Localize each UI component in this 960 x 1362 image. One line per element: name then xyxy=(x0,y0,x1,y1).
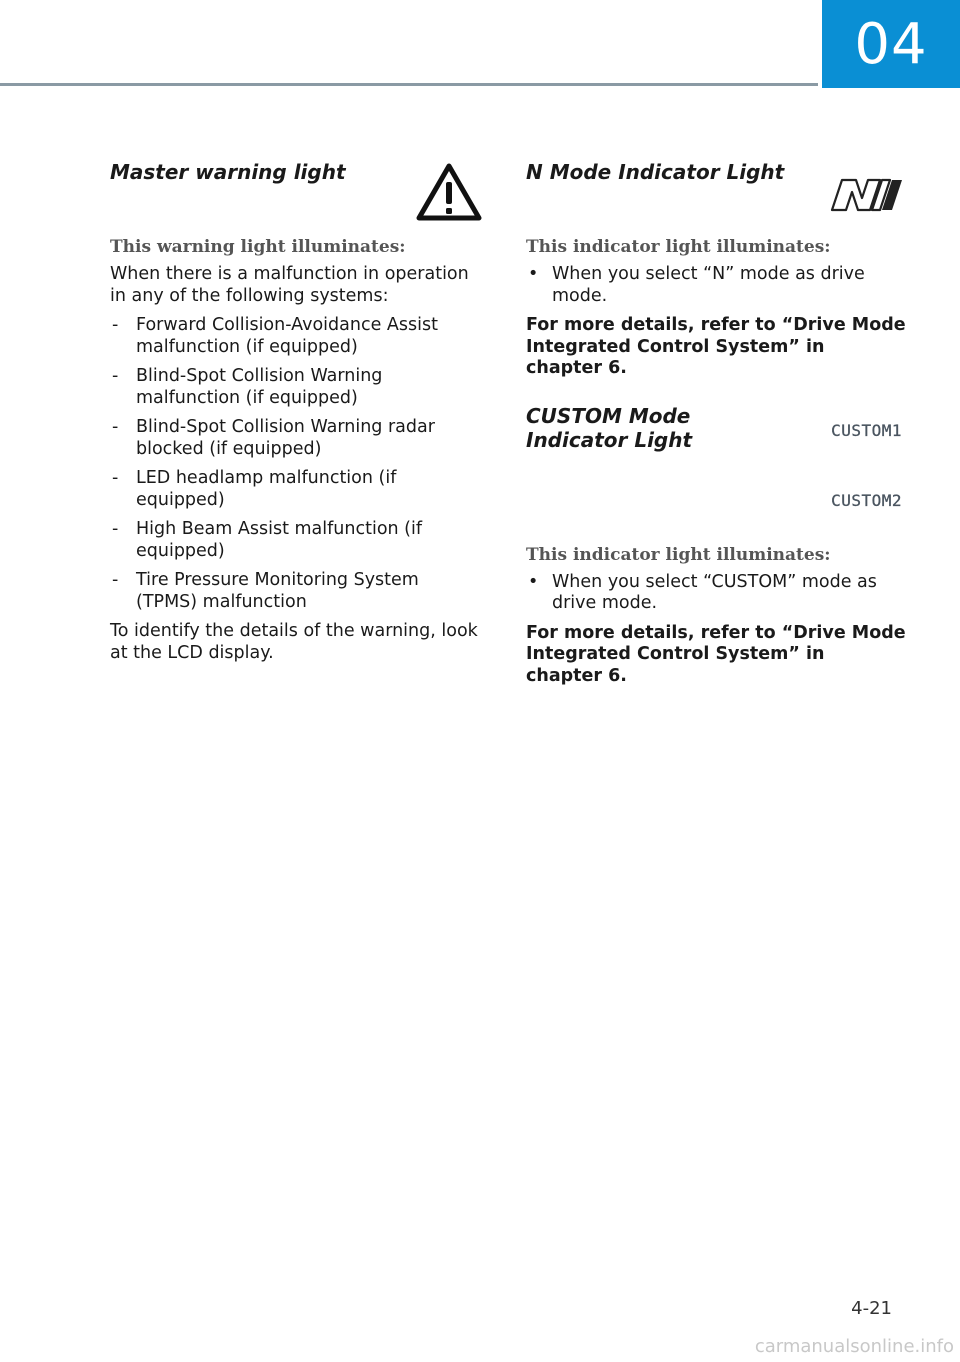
n-mode-logo-icon xyxy=(822,176,904,214)
list-item: • When you select “N” mode as drive mode. xyxy=(526,264,906,307)
lead-text: This indicator light illuminates: xyxy=(526,544,831,565)
custom2-indicator-icon: CUSTOM2 xyxy=(831,490,902,510)
list-item: - Forward Collision-Avoidance Assist malfunction (if equipped) xyxy=(110,315,482,358)
master-warning-section xyxy=(110,150,482,672)
page-number: 4-21 xyxy=(851,1298,892,1319)
custom-mode-section xyxy=(526,398,906,688)
lead-text: This indicator light illuminates: xyxy=(526,237,831,257)
section-title-n-mode: N Mode Indicator Light xyxy=(526,160,785,184)
list-item: - High Beam Assist malfunction (if equipped) xyxy=(110,519,482,562)
master-warning-title-row xyxy=(110,150,482,230)
n-mode-section xyxy=(526,150,906,380)
lead-text: This warning light illuminates: xyxy=(110,237,406,257)
n-mode-list xyxy=(526,264,906,307)
list-item: - Blind-Spot Collision Warning malfunction (if equipped) xyxy=(110,366,482,409)
watermark: carmanualsonline.info xyxy=(754,1336,954,1357)
right-column xyxy=(526,150,906,687)
n-mode-title-row xyxy=(526,150,906,230)
list-item: - Blind-Spot Collision Warning radar blocked (if equipped) xyxy=(110,417,482,460)
list-item: - LED headlamp malfunction (if equipped) xyxy=(110,468,482,511)
custom-mode-title-row xyxy=(526,398,906,538)
n-mode-note: For more details, refer to “Drive Mode Integrated Control System” in chapter 6. xyxy=(526,315,906,378)
header-rule xyxy=(0,83,818,86)
custom-mode-list xyxy=(526,572,906,615)
chapter-tab: 04 xyxy=(822,0,960,88)
list-item: • When you select “CUSTOM” mode as drive mode. xyxy=(526,572,906,615)
list-item: - Tire Pressure Monitoring System (TPMS) malfunction xyxy=(110,570,482,613)
custom-mode-note: For more details, refer to “Drive Mode Integrated Control System” in chapter 6. xyxy=(526,622,906,686)
section-title-master-warning: Master warning light xyxy=(110,160,346,184)
system-list xyxy=(110,315,482,613)
master-warning-triangle-icon xyxy=(416,162,482,222)
section-title-custom-mode: CUSTOM Mode Indicator Light xyxy=(526,403,693,452)
intro-text: When there is a malfunction in operation in any of the following systems: xyxy=(110,264,469,306)
outro-text: To identify the details of the warning, look at the LCD display. xyxy=(110,621,478,663)
custom1-indicator-icon: CUSTOM1 xyxy=(831,420,902,440)
